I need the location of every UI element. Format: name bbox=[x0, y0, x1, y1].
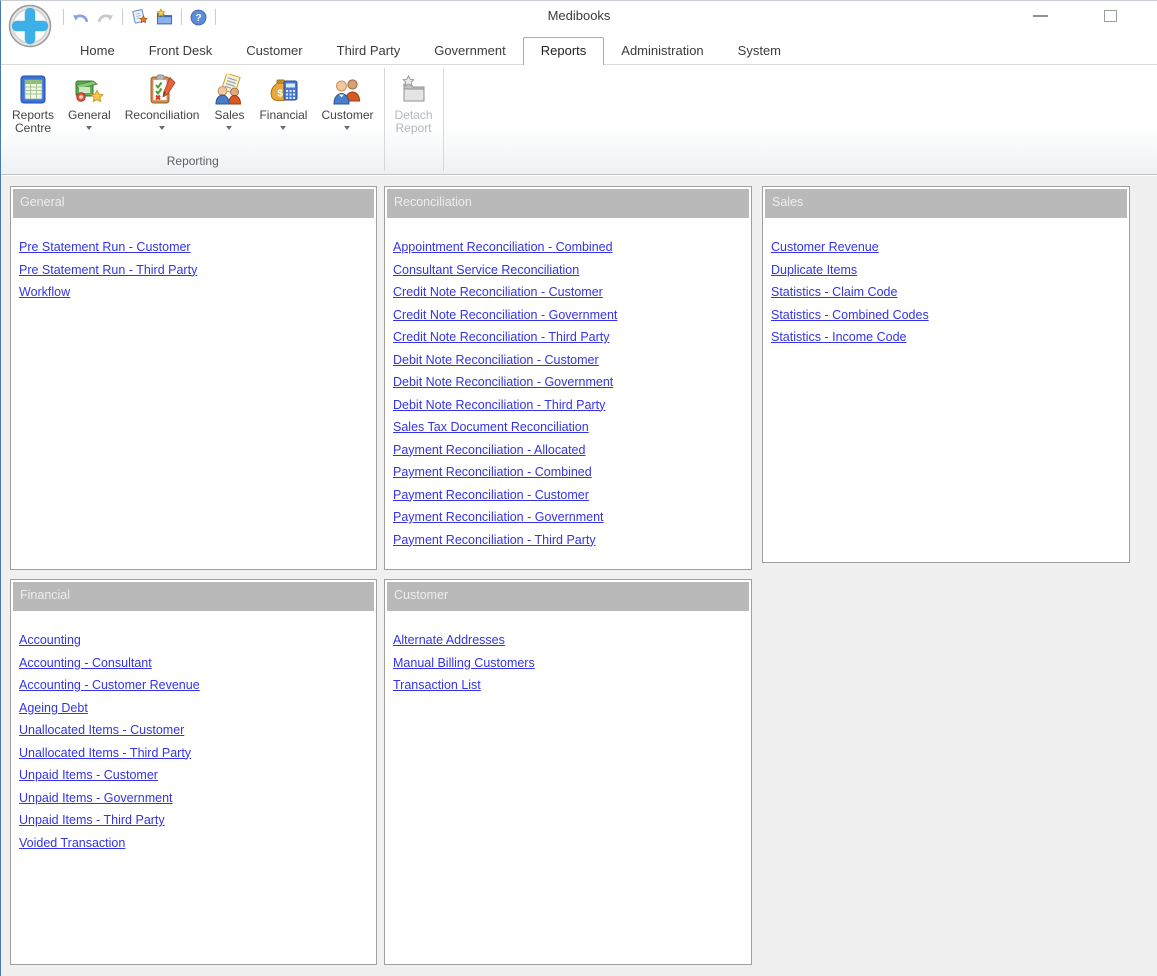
ribbon-group bbox=[386, 65, 442, 174]
report-link-payment-reconciliation-combined[interactable]: Payment Reconciliation - Combined bbox=[393, 465, 592, 479]
chevron-down-icon bbox=[280, 126, 286, 130]
report-link-debit-note-reconciliation-customer[interactable]: Debit Note Reconciliation - Customer bbox=[393, 352, 599, 367]
reconciliation-icon bbox=[146, 74, 178, 106]
report-link-credit-note-reconciliation-third-party[interactable]: Credit Note Reconciliation - Third Party bbox=[393, 330, 610, 344]
panel-links bbox=[385, 220, 751, 556]
panel-financial bbox=[10, 579, 377, 965]
report-link-accounting-consultant[interactable]: Accounting - Consultant bbox=[19, 655, 152, 670]
content-area bbox=[1, 176, 1157, 976]
maximize-button[interactable] bbox=[1101, 6, 1119, 26]
report-link-unpaid-items-government[interactable]: Unpaid Items - Government bbox=[19, 790, 173, 805]
ribbon-tab-bar bbox=[1, 31, 1157, 65]
panel-title: Financial bbox=[20, 588, 71, 602]
ribbon-button-label: Customer bbox=[321, 108, 374, 122]
panel-header bbox=[765, 189, 1127, 218]
ribbon-group-buttons bbox=[386, 65, 442, 154]
ribbon-button-label: Detach Report bbox=[394, 108, 433, 135]
ribbon-button-customer[interactable] bbox=[314, 71, 380, 133]
app-logo-plus-icon bbox=[8, 4, 52, 48]
panel-title: General bbox=[20, 195, 65, 209]
window-controls bbox=[1031, 1, 1119, 31]
ribbon-button-reconciliation[interactable] bbox=[118, 71, 207, 133]
ribbon-button-general[interactable] bbox=[61, 71, 118, 133]
chevron-down-icon bbox=[226, 126, 232, 130]
tab-administration[interactable]: Administration bbox=[621, 43, 704, 58]
panel-header bbox=[13, 189, 374, 218]
report-link-unpaid-items-third-party[interactable]: Unpaid Items - Third Party bbox=[19, 813, 165, 827]
panel-header bbox=[13, 582, 374, 611]
report-link-payment-reconciliation-customer[interactable]: Payment Reconciliation - Customer bbox=[393, 487, 589, 502]
separator bbox=[384, 68, 385, 171]
maximize-icon bbox=[1104, 10, 1117, 22]
sales-icon bbox=[213, 74, 245, 106]
panel-title: Reconciliation bbox=[394, 195, 472, 209]
report-link-voided-transaction[interactable]: Voided Transaction bbox=[19, 835, 126, 850]
tab-front-desk[interactable]: Front Desk bbox=[148, 43, 213, 58]
app-button[interactable] bbox=[8, 4, 52, 48]
report-link-payment-reconciliation-allocated[interactable]: Payment Reconciliation - Allocated bbox=[393, 442, 586, 457]
report-link-statistics-income-code[interactable]: Statistics - Income Code bbox=[771, 330, 907, 344]
report-link-alternate-addresses[interactable]: Alternate Addresses bbox=[393, 633, 505, 647]
report-link-debit-note-reconciliation-government[interactable]: Debit Note Reconciliation - Government bbox=[393, 375, 614, 389]
financial-icon bbox=[267, 74, 299, 106]
report-link-unallocated-items-third-party[interactable]: Unallocated Items - Third Party bbox=[19, 745, 192, 760]
report-link-statistics-claim-code[interactable]: Statistics - Claim Code bbox=[771, 285, 898, 299]
separator bbox=[443, 68, 444, 171]
report-link-credit-note-reconciliation-government[interactable]: Credit Note Reconciliation - Government bbox=[393, 307, 618, 322]
customer-icon bbox=[331, 74, 363, 106]
ribbon-group bbox=[3, 65, 383, 174]
panel-sales bbox=[762, 186, 1130, 563]
general-icon bbox=[73, 74, 105, 106]
ribbon-button-detach-report[interactable] bbox=[388, 71, 440, 138]
panel-links bbox=[385, 613, 751, 702]
ribbon-group-caption: Reporting bbox=[166, 154, 219, 168]
report-link-duplicate-items[interactable]: Duplicate Items bbox=[771, 262, 858, 277]
panel-title: Sales bbox=[772, 195, 804, 209]
report-link-statistics-combined-codes[interactable]: Statistics - Combined Codes bbox=[771, 307, 929, 322]
report-link-unpaid-items-customer[interactable]: Unpaid Items - Customer bbox=[19, 768, 158, 782]
ribbon-button-label: Reconciliation bbox=[124, 108, 200, 122]
report-link-pre-statement-run-customer[interactable]: Pre Statement Run - Customer bbox=[19, 240, 191, 254]
chevron-down-icon bbox=[86, 126, 92, 130]
report-link-payment-reconciliation-government[interactable]: Payment Reconciliation - Government bbox=[393, 510, 604, 524]
report-link-workflow[interactable]: Workflow bbox=[19, 285, 71, 299]
panel-reconciliation bbox=[384, 186, 752, 570]
ribbon-button-label: Financial bbox=[259, 108, 308, 122]
panel-header bbox=[387, 189, 749, 218]
panel-header bbox=[387, 582, 749, 611]
ribbon-button-label: General bbox=[68, 108, 111, 122]
tab-system[interactable]: System bbox=[737, 43, 781, 58]
panel-general bbox=[10, 186, 377, 570]
report-link-manual-billing-customers[interactable]: Manual Billing Customers bbox=[393, 655, 535, 670]
tab-government[interactable]: Government bbox=[434, 43, 506, 58]
panel-links bbox=[11, 613, 376, 859]
chevron-down-icon bbox=[344, 126, 350, 130]
report-link-accounting-customer-revenue[interactable]: Accounting - Customer Revenue bbox=[19, 678, 200, 692]
tab-home[interactable]: Home bbox=[80, 43, 115, 58]
chevron-down-icon bbox=[159, 126, 165, 130]
ribbon-group-buttons bbox=[3, 65, 383, 154]
tab-third-party[interactable]: Third Party bbox=[336, 43, 401, 58]
ribbon-button-label: Sales bbox=[214, 108, 245, 122]
report-link-accounting[interactable]: Accounting bbox=[19, 633, 81, 647]
report-link-unallocated-items-customer[interactable]: Unallocated Items - Customer bbox=[19, 723, 185, 737]
detach-report-icon bbox=[398, 74, 430, 106]
ribbon-button-label: Reports Centre bbox=[12, 108, 55, 135]
ribbon-group-caption bbox=[386, 154, 442, 174]
titlebar bbox=[1, 1, 1157, 31]
report-link-credit-note-reconciliation-customer[interactable]: Credit Note Reconciliation - Customer bbox=[393, 285, 603, 299]
report-link-debit-note-reconciliation-third-party[interactable]: Debit Note Reconciliation - Third Party bbox=[393, 397, 606, 412]
panel-title: Customer bbox=[394, 588, 449, 602]
svg-text:$: $ bbox=[277, 88, 284, 100]
ribbon-button-reports-centre[interactable] bbox=[5, 71, 61, 138]
report-link-payment-reconciliation-third-party[interactable]: Payment Reconciliation - Third Party bbox=[393, 532, 596, 547]
tab-reports[interactable]: Reports bbox=[523, 37, 605, 65]
minimize-icon bbox=[1033, 15, 1048, 17]
window-title: Medibooks bbox=[547, 8, 611, 23]
panel-links bbox=[11, 220, 376, 309]
panel-customer bbox=[384, 579, 752, 965]
ribbon bbox=[1, 65, 1157, 175]
reports-centre-icon bbox=[17, 74, 49, 106]
report-link-customer-revenue[interactable]: Customer Revenue bbox=[771, 240, 879, 254]
tab-customer[interactable]: Customer bbox=[246, 43, 303, 58]
report-link-ageing-debt[interactable]: Ageing Debt bbox=[19, 700, 88, 715]
ribbon-button-financial[interactable] bbox=[252, 71, 314, 133]
ribbon-button-sales[interactable] bbox=[206, 71, 252, 133]
report-link-pre-statement-run-third-party[interactable]: Pre Statement Run - Third Party bbox=[19, 262, 198, 277]
panel-links bbox=[763, 220, 1129, 354]
minimize-button[interactable] bbox=[1031, 6, 1049, 26]
report-link-appointment-reconciliation-combined[interactable]: Appointment Reconciliation - Combined bbox=[393, 240, 613, 254]
report-link-consultant-service-reconciliation[interactable]: Consultant Service Reconciliation bbox=[393, 262, 580, 277]
report-link-transaction-list[interactable]: Transaction List bbox=[393, 678, 481, 692]
svg-text:?: ? bbox=[195, 12, 202, 24]
report-link-sales-tax-document-reconciliation[interactable]: Sales Tax Document Reconciliation bbox=[393, 420, 589, 434]
